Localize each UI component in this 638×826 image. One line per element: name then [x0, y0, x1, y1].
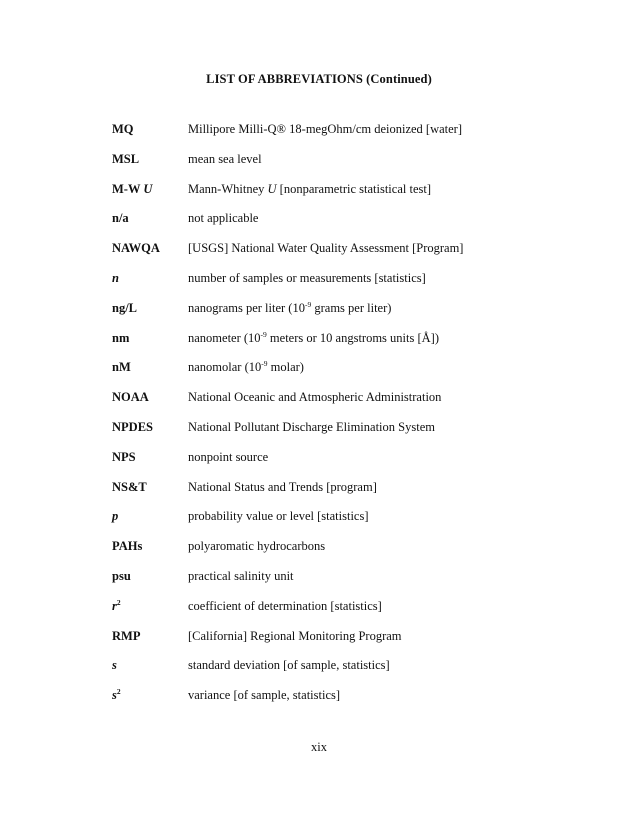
abbreviation-row	[112, 359, 552, 389]
abbreviation-definition	[188, 359, 304, 375]
abbreviation-row	[112, 449, 552, 479]
abbreviation-term: nm	[112, 330, 130, 345]
abbreviation-row	[112, 538, 552, 568]
abbreviation-term: NPS	[112, 449, 136, 464]
definition-text: [nonparametric statistical test]	[276, 181, 431, 196]
abbreviation-row	[112, 210, 552, 240]
abbreviation-row	[112, 687, 552, 717]
abbreviation-definition: [California] Regional Monitoring Program	[188, 628, 402, 643]
abbreviation-row	[112, 300, 552, 330]
abbreviation-term: NOAA	[112, 390, 149, 405]
term-italic: s	[112, 688, 117, 703]
abbreviation-definition: standard deviation [of sample, statistics]	[188, 658, 390, 673]
abbreviation-term	[112, 687, 121, 703]
abbreviation-definition	[188, 330, 439, 346]
abbreviation-definition: probability value or level [statistics]	[188, 509, 369, 524]
abbreviation-term	[112, 181, 152, 197]
definition-text: nanograms per liter (10	[188, 300, 305, 315]
abbreviation-definition: National Status and Trends [program]	[188, 479, 377, 494]
abbreviation-term: MSL	[112, 151, 140, 166]
abbreviation-definition	[188, 181, 431, 197]
abbreviation-term: PAHs	[112, 539, 143, 554]
definition-superscript: -9	[260, 329, 267, 339]
term-text: M-W	[112, 181, 144, 196]
term-italic: U	[143, 181, 153, 196]
abbreviation-definition	[188, 300, 391, 316]
abbreviation-row	[112, 240, 552, 270]
definition-italic: U	[267, 181, 277, 196]
abbreviation-term	[112, 270, 119, 286]
abbreviation-row	[112, 568, 552, 598]
abbreviation-row	[112, 657, 552, 687]
abbreviation-definition: National Pollutant Discharge Elimination System	[188, 419, 435, 434]
definition-text: Mann-Whitney	[188, 181, 268, 196]
term-superscript: 2	[116, 687, 121, 697]
definition-superscript: -9	[304, 299, 312, 309]
abbreviation-term: nM	[112, 360, 131, 375]
abbreviation-definition: number of samples or measurements [statistics]	[188, 270, 426, 285]
abbreviation-list	[112, 121, 552, 717]
abbreviation-definition: practical salinity unit	[188, 568, 294, 583]
page-title: LIST OF ABBREVIATIONS (Continued)	[206, 72, 432, 86]
abbreviation-term	[112, 657, 117, 673]
abbreviation-row	[112, 598, 552, 628]
abbreviation-definition: nonpoint source	[188, 449, 269, 464]
abbreviation-row	[112, 270, 552, 300]
abbreviation-row	[112, 479, 552, 509]
abbreviation-term	[112, 508, 118, 524]
abbreviation-term: ng/L	[112, 300, 138, 315]
abbreviation-definition: not applicable	[188, 211, 259, 226]
definition-text: nanometer (10	[188, 330, 261, 345]
term-italic: r	[112, 598, 117, 613]
definition-text: nanomolar (10	[188, 360, 262, 375]
abbreviation-definition: mean sea level	[188, 151, 262, 166]
abbreviation-term: psu	[112, 568, 131, 583]
abbreviation-row	[112, 181, 552, 211]
abbreviation-term: NPDES	[112, 419, 153, 434]
abbreviation-term	[112, 598, 121, 614]
abbreviation-row	[112, 151, 552, 181]
abbreviation-term: MQ	[112, 122, 134, 136]
abbreviation-definition: variance [of sample, statistics]	[188, 688, 341, 703]
definition-superscript: -9	[261, 359, 268, 369]
abbreviation-definition: Millipore Milli-Q® 18-megOhm/cm deionized [water]	[188, 122, 463, 136]
abbreviation-row	[112, 330, 552, 360]
abbreviation-definition: coefficient of determination [statistics]	[188, 598, 382, 613]
abbreviation-definition: polyaromatic hydrocarbons	[188, 539, 326, 554]
term-italic: n	[112, 270, 119, 285]
abbreviation-term: NAWQA	[112, 241, 160, 256]
abbreviation-row	[112, 419, 552, 449]
page-number: xix	[311, 740, 327, 754]
abbreviation-term: NS&T	[112, 479, 147, 494]
abbreviation-term: n/a	[112, 211, 129, 226]
abbreviation-row	[112, 628, 552, 658]
definition-text: meters or 10 angstroms units [Å])	[266, 330, 439, 345]
abbreviation-term: RMP	[112, 628, 141, 643]
term-superscript: 2	[116, 597, 121, 607]
abbreviation-row	[112, 389, 552, 419]
abbreviation-row	[112, 121, 552, 151]
definition-text: grams per liter)	[311, 300, 392, 315]
abbreviation-definition: National Oceanic and Atmospheric Administration	[188, 390, 442, 405]
definition-text: molar)	[267, 360, 304, 375]
term-italic: s	[112, 658, 117, 673]
abbreviation-definition: [USGS] National Water Quality Assessment [Program]	[188, 241, 464, 256]
term-italic: p	[112, 509, 119, 524]
abbreviation-row	[112, 508, 552, 538]
